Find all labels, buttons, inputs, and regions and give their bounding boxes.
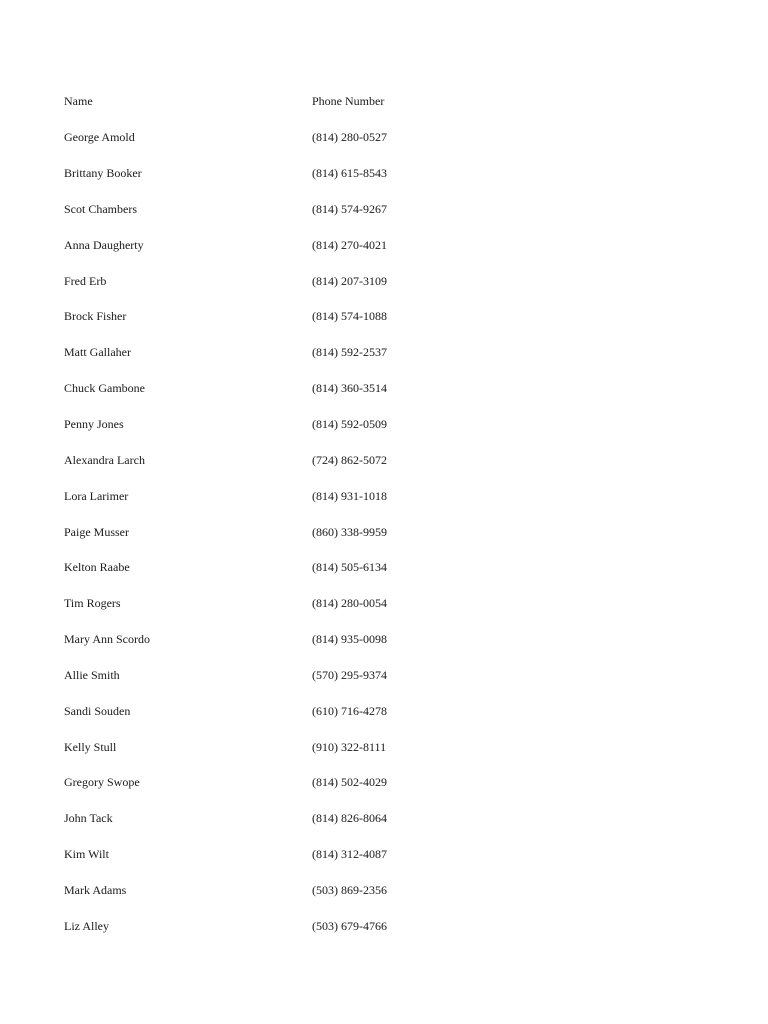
cell-name: John Tack — [64, 811, 113, 826]
cell-name: Brittany Booker — [64, 166, 142, 181]
table-row — [64, 801, 704, 837]
cell-name: Mary Ann Scordo — [64, 632, 150, 647]
cell-name: Sandi Souden — [64, 703, 131, 718]
cell-phone: (814) 931-1018 — [312, 488, 387, 503]
cell-phone: (814) 615-8543 — [312, 166, 387, 181]
table-row — [64, 586, 704, 622]
table-row — [64, 729, 704, 765]
cell-name: Anna Daugherty — [64, 237, 144, 252]
header-phone: Phone Number — [312, 94, 385, 109]
cell-phone: (910) 322-8111 — [312, 739, 387, 754]
table-row — [64, 658, 704, 694]
table-row — [64, 156, 704, 192]
table-body — [64, 120, 704, 944]
cell-name: George Amold — [64, 130, 135, 145]
cell-phone: (814) 280-0527 — [312, 130, 387, 145]
cell-phone: (503) 869-2356 — [312, 882, 387, 897]
cell-name: Penny Jones — [64, 417, 124, 432]
table-row — [64, 550, 704, 586]
cell-phone: (724) 862-5072 — [312, 452, 387, 467]
cell-phone: (814) 574-1088 — [312, 309, 387, 324]
table-row — [64, 192, 704, 228]
cell-phone: (814) 270-4021 — [312, 237, 387, 252]
table-row — [64, 371, 704, 407]
table-row — [64, 837, 704, 873]
table-row — [64, 908, 704, 944]
cell-phone: (814) 207-3109 — [312, 273, 387, 288]
cell-phone: (814) 502-4029 — [312, 775, 387, 790]
cell-name: Fred Erb — [64, 273, 107, 288]
table-row — [64, 514, 704, 550]
table-row — [64, 478, 704, 514]
contact-table — [64, 84, 704, 944]
table-row — [64, 765, 704, 801]
cell-phone: (610) 716-4278 — [312, 703, 387, 718]
cell-phone: (814) 312-4087 — [312, 847, 387, 862]
table-row — [64, 873, 704, 909]
cell-name: Chuck Gambone — [64, 381, 145, 396]
cell-phone: (503) 679-4766 — [312, 918, 387, 933]
cell-phone: (860) 338-9959 — [312, 524, 387, 539]
cell-name: Kim Wilt — [64, 847, 109, 862]
cell-phone: (814) 592-0509 — [312, 417, 387, 432]
cell-phone: (814) 826-8064 — [312, 811, 387, 826]
cell-phone: (814) 280-0054 — [312, 596, 387, 611]
table-row — [64, 299, 704, 335]
cell-phone: (814) 574-9267 — [312, 201, 387, 216]
table-row — [64, 693, 704, 729]
table-row — [64, 442, 704, 478]
cell-phone: (814) 505-6134 — [312, 560, 387, 575]
cell-name: Scot Chambers — [64, 201, 137, 216]
table-row — [64, 407, 704, 443]
cell-name: Tim Rogers — [64, 596, 121, 611]
cell-name: Kelly Stull — [64, 739, 117, 754]
header-name: Name — [64, 94, 93, 109]
cell-phone: (814) 935-0098 — [312, 632, 387, 647]
table-row — [64, 120, 704, 156]
cell-name: Kelton Raabe — [64, 560, 130, 575]
cell-name: Mark Adams — [64, 882, 127, 897]
cell-phone: (814) 360-3514 — [312, 381, 387, 396]
table-row — [64, 622, 704, 658]
cell-name: Lora Larimer — [64, 488, 129, 503]
table-row — [64, 335, 704, 371]
cell-name: Allie Smith — [64, 667, 120, 682]
table-row — [64, 227, 704, 263]
cell-name: Gregory Swope — [64, 775, 140, 790]
table-header-row — [64, 84, 704, 120]
table-row — [64, 263, 704, 299]
cell-phone: (814) 592-2537 — [312, 345, 387, 360]
cell-name: Matt Gallaher — [64, 345, 131, 360]
cell-name: Brock Fisher — [64, 309, 127, 324]
cell-name: Alexandra Larch — [64, 452, 145, 467]
cell-name: Liz Alley — [64, 918, 109, 933]
cell-phone: (570) 295-9374 — [312, 667, 387, 682]
cell-name: Paige Musser — [64, 524, 129, 539]
